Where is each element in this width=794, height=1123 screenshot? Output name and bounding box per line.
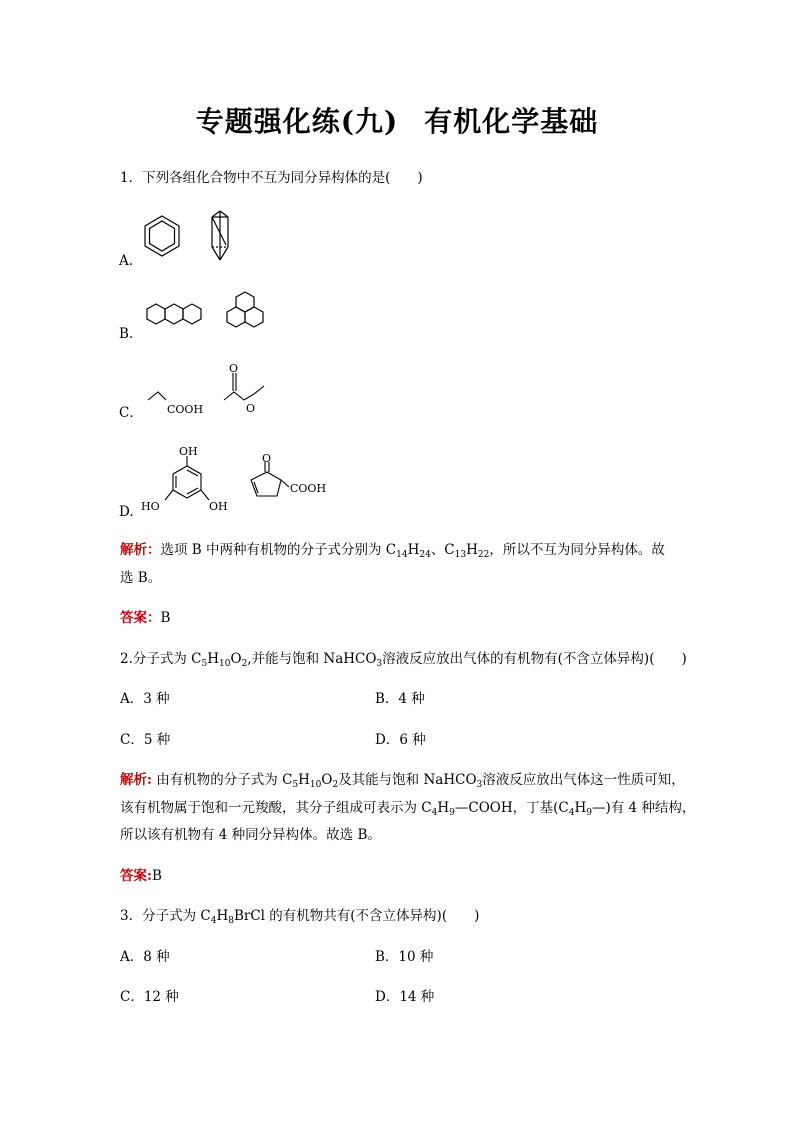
q2-analysis-line-1: 解析: 由有机物的分子式为 $C_5H_{10}O_2$及其能与饱和 NaHCO$_3$溶液反应放出气体这一性质可知，: [120, 772, 685, 790]
q1-option-b-label: B.: [119, 326, 134, 342]
ester-ether-o-text: O: [246, 402, 256, 415]
q2-stem: 2.分子式为 $C_5H_{10}O_2$,并能与饱和 NaHCO$_3$溶液反应放出气体的有机物有(不含立体异构)( ): [120, 651, 687, 669]
q3-stem: 3．分子式为 $C_4H_8BrCl$ 的有机物共有(不含立体异构)( ): [120, 908, 480, 926]
title-main: 专题强化练(九): [195, 105, 399, 138]
q3-option-b: B．10 种: [375, 949, 434, 965]
prismane-structure: [212, 211, 228, 260]
answer-label: 答案：: [120, 610, 161, 626]
cyclopentenone-acid-structure: [251, 462, 289, 496]
cooh-text-d: COOH: [290, 482, 327, 495]
oh-top-text: OH: [179, 445, 198, 458]
q2-analysis-line-2: 该有机物属于饱和一元羧酸，其分子组成可表示为 $C_4H_9—COOH$，丁基$(C_4H_9—)$有 4 种结构，: [120, 800, 696, 818]
title-sub: 有机化学基础: [424, 105, 599, 138]
answer-value: B: [160, 610, 171, 626]
q2-analysis-line-3: 所以该有机物有 4 种同分异构体。故选 B。: [120, 827, 381, 843]
analysis-label: 解析：: [120, 542, 161, 558]
q2-option-c: C．5 种: [120, 732, 171, 748]
q2-option-d: D．6 种: [375, 732, 426, 748]
q1-option-d-label: D.: [119, 504, 134, 520]
q1-stem: 1．下列各组化合物中不互为同分异构体的是( ): [120, 170, 423, 186]
q1-answer: [120, 608, 170, 628]
benzene-structure: [145, 216, 179, 256]
q1-analysis-line-2: 选 B。: [120, 570, 162, 586]
q1-analysis-line-1: 解析：选项 B 中两种有机物的分子式分别为 $C_{14}H_{24}$、$C_{13}H_{22}$，所以不互为同分异构体。故: [120, 542, 665, 560]
cooh-text: COOH: [167, 403, 204, 416]
ho-left-text: HO: [141, 500, 160, 513]
perhydroanthracene-structure: [147, 304, 201, 324]
q2-answer: 答案:B: [120, 868, 162, 884]
q3-option-c: C．12 种: [120, 989, 179, 1005]
q3-option-d: D．14 种: [375, 989, 435, 1005]
q1-option-d-structures: [137, 440, 337, 520]
perhydrophenalene-structure: [227, 292, 263, 327]
oh-right-text: OH: [209, 500, 228, 513]
ester-carbonyl-o-text: O: [229, 362, 239, 375]
q1-option-c-structures: [140, 360, 280, 420]
q1-option-b-structures: [130, 288, 290, 344]
q1-option-a-label: A.: [119, 253, 134, 269]
ketone-o-text: O: [262, 452, 272, 465]
q2-option-b: B．4 种: [375, 691, 425, 707]
propanoic-acid-structure: [148, 392, 166, 400]
q1-option-a-structures: [130, 205, 290, 267]
q3-option-a: A．8 种: [120, 949, 170, 965]
q1-option-c-label: C．: [119, 405, 143, 421]
methyl-acetate-structure: [224, 373, 264, 400]
page-title: [0, 100, 794, 140]
phloroglucinol-structure: [165, 456, 209, 500]
q2-option-a: A．3 种: [120, 691, 170, 707]
